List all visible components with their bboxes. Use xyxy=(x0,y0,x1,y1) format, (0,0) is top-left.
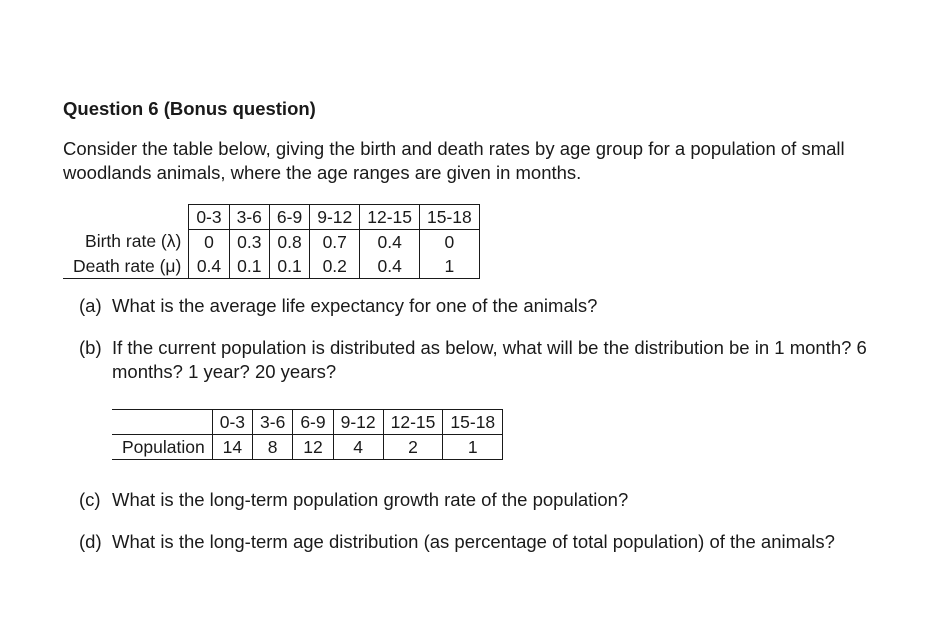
rates-header-cell: 3-6 xyxy=(229,205,269,230)
birth-rate-cell: 0 xyxy=(420,230,480,255)
part-b xyxy=(79,336,867,383)
death-rate-row xyxy=(63,254,479,279)
population-label: Population xyxy=(112,435,212,460)
population-cell: 4 xyxy=(333,435,383,460)
birth-rate-cell: 0 xyxy=(189,230,229,255)
population-cell: 1 xyxy=(443,435,503,460)
part-c-text: What is the long-term population growth rate of the population? xyxy=(112,489,629,510)
part-d xyxy=(79,530,835,554)
birth-rate-cell: 0.7 xyxy=(310,230,360,255)
birth-rate-row xyxy=(63,230,479,255)
death-rate-cell: 0.4 xyxy=(360,254,420,279)
rates-table xyxy=(63,204,480,279)
part-a-text: What is the average life expectancy for one of the animals? xyxy=(112,295,598,316)
question-title: Question 6 (Bonus question) xyxy=(63,98,316,119)
population-header-cell: 6-9 xyxy=(293,410,333,435)
birth-rate-cell: 0.3 xyxy=(229,230,269,255)
question-intro: Consider the table below, giving the birth and death rates by age group for a population of small woodlands animals, where the age ranges are given in months. xyxy=(63,138,845,183)
part-a xyxy=(79,294,597,318)
part-d-text: What is the long-term age distribution (as percentage of total population) of the animals? xyxy=(112,531,835,552)
population-header-cell: 15-18 xyxy=(443,410,503,435)
population-cell: 2 xyxy=(383,435,443,460)
population-cell: 8 xyxy=(253,435,293,460)
death-rate-cell: 0.4 xyxy=(189,254,229,279)
death-rate-cell: 0.2 xyxy=(310,254,360,279)
population-table xyxy=(112,409,503,460)
population-header-cell: 9-12 xyxy=(333,410,383,435)
part-c-label: (c) xyxy=(79,489,101,510)
population-header-row xyxy=(112,410,503,435)
population-header-cell: 12-15 xyxy=(383,410,443,435)
death-rate-cell: 0.1 xyxy=(229,254,269,279)
death-rate-cell: 0.1 xyxy=(269,254,309,279)
rates-corner-cell xyxy=(63,205,189,230)
birth-rate-cell: 0.4 xyxy=(360,230,420,255)
death-rate-label: Death rate (μ) xyxy=(63,254,189,279)
rates-header-cell: 12-15 xyxy=(360,205,420,230)
birth-rate-label: Birth rate (λ) xyxy=(63,230,189,255)
part-c xyxy=(79,488,628,512)
rates-header-cell: 15-18 xyxy=(420,205,480,230)
population-cell: 14 xyxy=(212,435,252,460)
part-a-label: (a) xyxy=(79,295,102,316)
death-rate-cell: 1 xyxy=(420,254,480,279)
rates-header-cell: 6-9 xyxy=(269,205,309,230)
part-d-label: (d) xyxy=(79,531,102,552)
part-b-text-line1: If the current population is distributed as below, what will be the distribution be in 1 month? 6 xyxy=(112,337,867,358)
birth-rate-cell: 0.8 xyxy=(269,230,309,255)
population-header-cell: 0-3 xyxy=(212,410,252,435)
rates-header-cell: 0-3 xyxy=(189,205,229,230)
part-b-text-line2: months? 1 year? 20 years? xyxy=(112,360,337,382)
rates-header-cell: 9-12 xyxy=(310,205,360,230)
part-b-label: (b) xyxy=(79,337,102,358)
rates-header-row xyxy=(63,205,479,230)
population-row xyxy=(112,435,503,460)
population-header-cell: 3-6 xyxy=(253,410,293,435)
population-corner-cell xyxy=(112,410,212,435)
population-cell: 12 xyxy=(293,435,333,460)
part-b-text xyxy=(112,336,867,383)
